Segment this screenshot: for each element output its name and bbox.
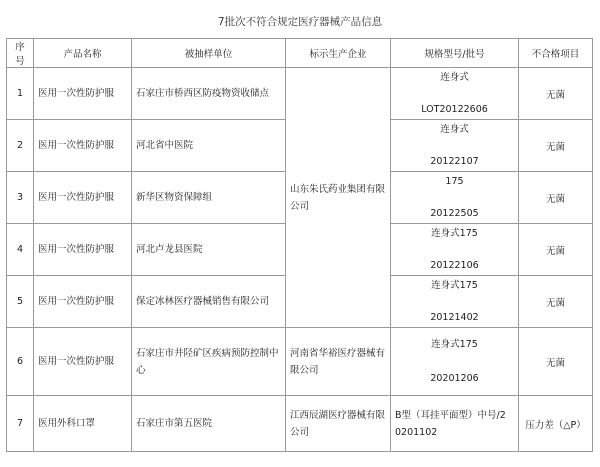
row-unit: 河北卢龙县医院 bbox=[132, 224, 286, 276]
spec-batch: 0201102 bbox=[395, 426, 438, 438]
header-unit: 被抽样单位 bbox=[132, 39, 286, 68]
row-product: 医用一次性防护服 bbox=[34, 68, 132, 120]
row-no: 2 bbox=[7, 120, 34, 172]
header-item: 不合格项目 bbox=[519, 39, 593, 68]
row-unit: 石家庄市井陉矿区疾病预防控制中心 bbox=[132, 328, 286, 396]
row-no: 1 bbox=[7, 68, 34, 120]
header-no: 序号 bbox=[7, 39, 34, 68]
spec-model: 连身式175 bbox=[431, 339, 478, 350]
spec-model: 连身式 bbox=[440, 124, 469, 135]
row-unit: 石家庄市第五医院 bbox=[132, 396, 286, 452]
spec-batch: 20122505 bbox=[430, 207, 479, 219]
spec-model: B型（耳挂平面型）中号/2 bbox=[395, 409, 506, 421]
row-item: 无菌 bbox=[519, 68, 593, 120]
spec-batch: 20201206 bbox=[430, 372, 479, 384]
row-item: 无菌 bbox=[519, 276, 593, 328]
row-no: 7 bbox=[7, 396, 34, 452]
row-spec bbox=[391, 172, 519, 224]
row-spec bbox=[391, 276, 519, 328]
row-item: 压力差（△P） bbox=[519, 396, 593, 452]
row-spec bbox=[391, 68, 519, 120]
products-table bbox=[6, 38, 593, 452]
row-unit: 保定冰林医疗器械销售有限公司 bbox=[132, 276, 286, 328]
row-product: 医用一次性防护服 bbox=[34, 120, 132, 172]
row-item: 无菌 bbox=[519, 328, 593, 396]
row-spec bbox=[391, 396, 519, 452]
spec-batch: 20121402 bbox=[430, 311, 479, 323]
table-row bbox=[7, 328, 593, 396]
row-manufacturer: 江西辰湖医疗器械有限公司 bbox=[286, 396, 391, 452]
spec-model: 连身式 bbox=[440, 72, 469, 83]
row-item: 无菌 bbox=[519, 172, 593, 224]
row-product: 医用一次性防护服 bbox=[34, 224, 132, 276]
row-no: 6 bbox=[7, 328, 34, 396]
row-spec bbox=[391, 120, 519, 172]
row-spec bbox=[391, 224, 519, 276]
spec-batch: 20122107 bbox=[430, 155, 479, 167]
spec-model: 175 bbox=[445, 176, 464, 187]
table-header-row bbox=[7, 39, 593, 68]
row-no: 4 bbox=[7, 224, 34, 276]
row-product: 医用一次性防护服 bbox=[34, 328, 132, 396]
row-unit: 河北省中医院 bbox=[132, 120, 286, 172]
row-product: 医用一次性防护服 bbox=[34, 276, 132, 328]
spec-batch: LOT20122606 bbox=[421, 103, 488, 115]
row-item: 无菌 bbox=[519, 120, 593, 172]
row-unit: 新华区物资保障组 bbox=[132, 172, 286, 224]
header-product: 产品名称 bbox=[34, 39, 132, 68]
row-product: 医用外科口罩 bbox=[34, 396, 132, 452]
row-product: 医用一次性防护服 bbox=[34, 172, 132, 224]
row-item: 无菌 bbox=[519, 224, 593, 276]
row-spec bbox=[391, 328, 519, 396]
page-title: 7批次不符合规定医疗器械产品信息 bbox=[217, 16, 383, 28]
spec-model: 连身式175 bbox=[431, 280, 478, 291]
row-manufacturer: 河南省华裕医疗器械有限公司 bbox=[286, 328, 391, 396]
row-no: 5 bbox=[7, 276, 34, 328]
spec-batch: 20122106 bbox=[430, 259, 479, 271]
table-row bbox=[7, 68, 593, 120]
header-manufacturer: 标示生产企业 bbox=[286, 39, 391, 68]
header-spec: 规格型号/批号 bbox=[391, 39, 519, 68]
row-unit: 石家庄市桥西区防疫物资收储点 bbox=[132, 68, 286, 120]
row-no: 3 bbox=[7, 172, 34, 224]
row-manufacturer: 山东朱氏药业集团有限公司 bbox=[286, 68, 391, 328]
table-row bbox=[7, 396, 593, 452]
spec-model: 连身式175 bbox=[431, 228, 478, 239]
